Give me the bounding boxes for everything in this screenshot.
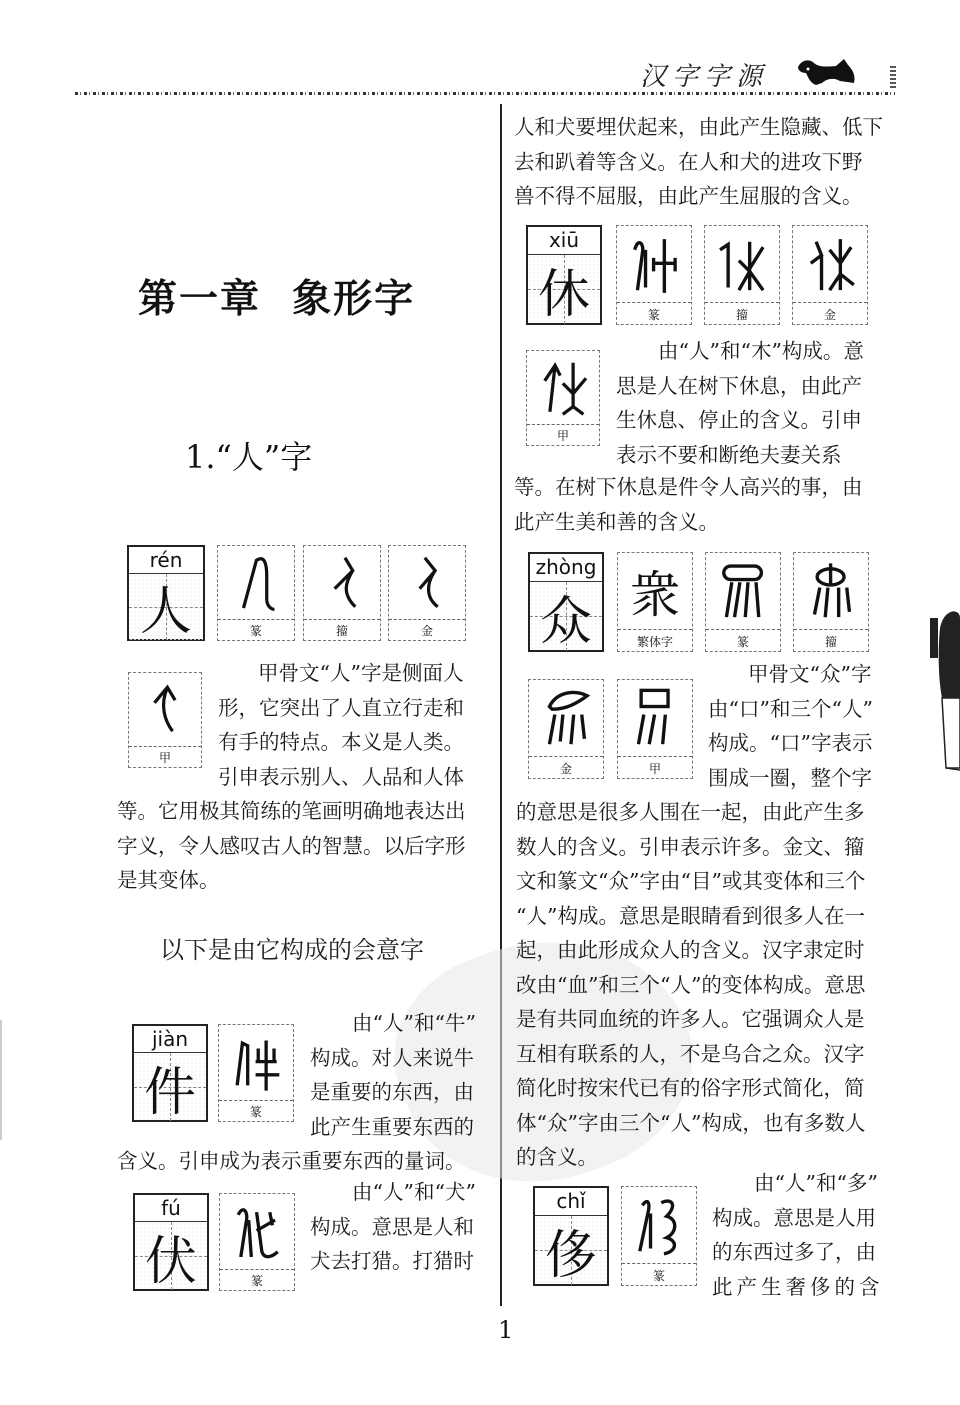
fu-paragraph-wrap: 由“人”和“犬” 构成。意思是人和 犬去打猎。打猎时 <box>310 1180 476 1273</box>
glyph-box-chi-modern <box>533 1186 609 1286</box>
modern-character: 休 <box>528 255 600 324</box>
glyph-box-xiu-bronze <box>792 225 868 325</box>
header-rule <box>75 92 895 95</box>
glyph-box-zhong-bronze <box>528 679 604 779</box>
xiu-paragraph-full: 等。在树下休息是件令人高兴的事，由 此产生美和善的含义。 <box>514 475 863 534</box>
glyph-box-zhong-zhou <box>793 552 869 652</box>
seal-script-glyph-icon <box>226 1030 285 1096</box>
glyph-box-zhong-seal <box>705 552 781 652</box>
seal-script-glyph-icon <box>227 1199 286 1265</box>
glyph-box-ren-modern <box>127 545 205 641</box>
glyph-box-jian-seal <box>218 1024 294 1122</box>
page-edge <box>0 1020 2 1140</box>
zhong-paragraph-wrap: 甲骨文“众”字 由“口”和三个“人” 构成。“口”字表示 围成一圈，整个字 <box>708 662 873 790</box>
pinyin: jiàn <box>134 1026 206 1053</box>
ren-paragraph-full: 等。它用极其简练的笔画明确地表达出 字义，令人感叹古人的智慧。以后字形 是其变体。 <box>117 799 466 892</box>
script-label: 金 <box>793 302 867 325</box>
script-label: 籀 <box>304 619 380 641</box>
chapter-title: 第一章 象形字 <box>138 276 416 322</box>
script-label: 籀 <box>705 302 779 325</box>
glyph-box-fu-seal <box>219 1193 295 1291</box>
page-number: 1 <box>498 1316 514 1344</box>
glyph-box-xiu-modern <box>526 225 602 325</box>
subheading: 以下是由它构成的会意字 <box>160 936 424 964</box>
glyph-box-zhong-modern <box>528 552 604 652</box>
chi-paragraph-wrap: 由“人”和“多” 构成。意思是人用 的东西过多了，由 此产生奢侈的含 <box>712 1171 884 1299</box>
bronze-script-glyph-icon <box>800 231 859 298</box>
script-label: 篆 <box>706 629 780 652</box>
pinyin: fú <box>135 1195 207 1222</box>
glyph-box-ren-bronze <box>388 545 466 641</box>
script-label: 甲 <box>129 746 201 768</box>
seal-script-glyph-icon <box>713 558 772 625</box>
bronze-script-glyph-icon <box>397 550 458 615</box>
traditional-character: 衆 <box>630 566 680 625</box>
script-label: 篆 <box>220 1269 294 1291</box>
fu-continuation: 人和犬要埋伏起来，由此产生隐藏、低下 去和趴着等含义。在人和犬的进攻下野 兽不得不屈服，由此产生屈服的含义。 <box>514 115 883 208</box>
jian-paragraph-full: 含义。引申成为表示重要东西的量词。 <box>117 1149 466 1173</box>
oracle-bone-glyph-icon <box>625 685 684 752</box>
bronze-vessel-illustration-icon <box>912 598 960 778</box>
script-label: 甲 <box>618 756 692 779</box>
corner-mark <box>890 66 896 88</box>
ren-paragraph-wrap: 甲骨文“人”字是侧面人 形，它突出了人直立行走和 有手的特点。本义是人类。 引申表示别人、人品和人体 <box>218 661 464 789</box>
modern-character: 伏 <box>135 1222 207 1290</box>
glyph-box-zhong-oracle <box>617 679 693 779</box>
script-label: 繁体字 <box>618 629 692 652</box>
seal-script-glyph-icon <box>226 550 287 615</box>
script-label: 篆 <box>219 1100 293 1122</box>
glyph-box-jian-modern <box>132 1024 208 1122</box>
xiu-paragraph-wrap: 由“人”和“木”构成。意 思是人在树下休息，由此产 生休息、停止的含义。引申 表示不要和断绝夫妻关系 <box>616 339 864 467</box>
glyph-box-xiu-zhou <box>704 225 780 325</box>
oracle-bone-glyph-icon <box>136 677 194 742</box>
glyph-box-xiu-seal <box>616 225 692 325</box>
dog-silhouette-icon <box>796 57 858 87</box>
pinyin: rén <box>129 547 203 574</box>
glyph-box-ren-zhou <box>303 545 381 641</box>
script-label: 金 <box>389 619 465 641</box>
script-label: 篆 <box>622 1263 696 1286</box>
modern-character: 众 <box>530 582 602 651</box>
bronze-script-glyph-icon <box>536 685 595 752</box>
running-title: 汉字字源 <box>640 62 769 92</box>
glyph-box-xiu-oracle <box>526 350 600 446</box>
pinyin: zhòng <box>530 554 602 582</box>
pinyin: xiū <box>528 227 600 255</box>
zhou-script-glyph-icon <box>312 550 373 615</box>
script-label: 籀 <box>794 629 868 652</box>
glyph-box-zhong-traditional <box>617 552 693 652</box>
script-label: 篆 <box>617 302 691 325</box>
script-label: 甲 <box>527 424 599 446</box>
oracle-bone-glyph-icon <box>534 355 592 420</box>
modern-character: 侈 <box>535 1216 607 1285</box>
jian-paragraph-wrap: 由“人”和“牛” 构成。对人来说牛 是重要的东西，由 此产生重要东西的 <box>310 1011 476 1139</box>
glyph-box-ren-oracle <box>128 672 202 768</box>
glyph-box-ren-seal <box>217 545 295 641</box>
zhou-script-glyph-icon <box>712 231 771 298</box>
modern-character: 件 <box>134 1053 206 1121</box>
modern-character: 人 <box>129 574 203 640</box>
script-label: 篆 <box>218 619 294 641</box>
pinyin: chǐ <box>535 1188 607 1216</box>
glyph-box-chi-seal <box>621 1186 697 1286</box>
section-title: 1.“人”字 <box>185 438 313 476</box>
seal-script-glyph-icon <box>629 1192 688 1259</box>
glyph-box-fu-modern <box>133 1193 209 1291</box>
zhong-paragraph-full: 的意思是很多人围在一起，由此产生多 数人的含义。引申表示许多。金文、籀 文和篆文“众”字由“目”或其变体和三个 “人”构成。意思是眼睛看到很多人在一 起，由此形成众人的含义。汉字隶定时 改由“血”和三个“人”的变体构成。意思 是有共同血统的许多人。它强调众人是 互相有联系的人，不是乌合之众。汉字 简化时按宋代已有的俗字形式简化，简 体“众”字由三个“人”构成，也有多数人 的含义。 <box>516 800 866 1169</box>
zhou-script-glyph-icon <box>801 558 860 625</box>
script-label: 金 <box>529 756 603 779</box>
seal-script-glyph-icon <box>624 231 683 298</box>
